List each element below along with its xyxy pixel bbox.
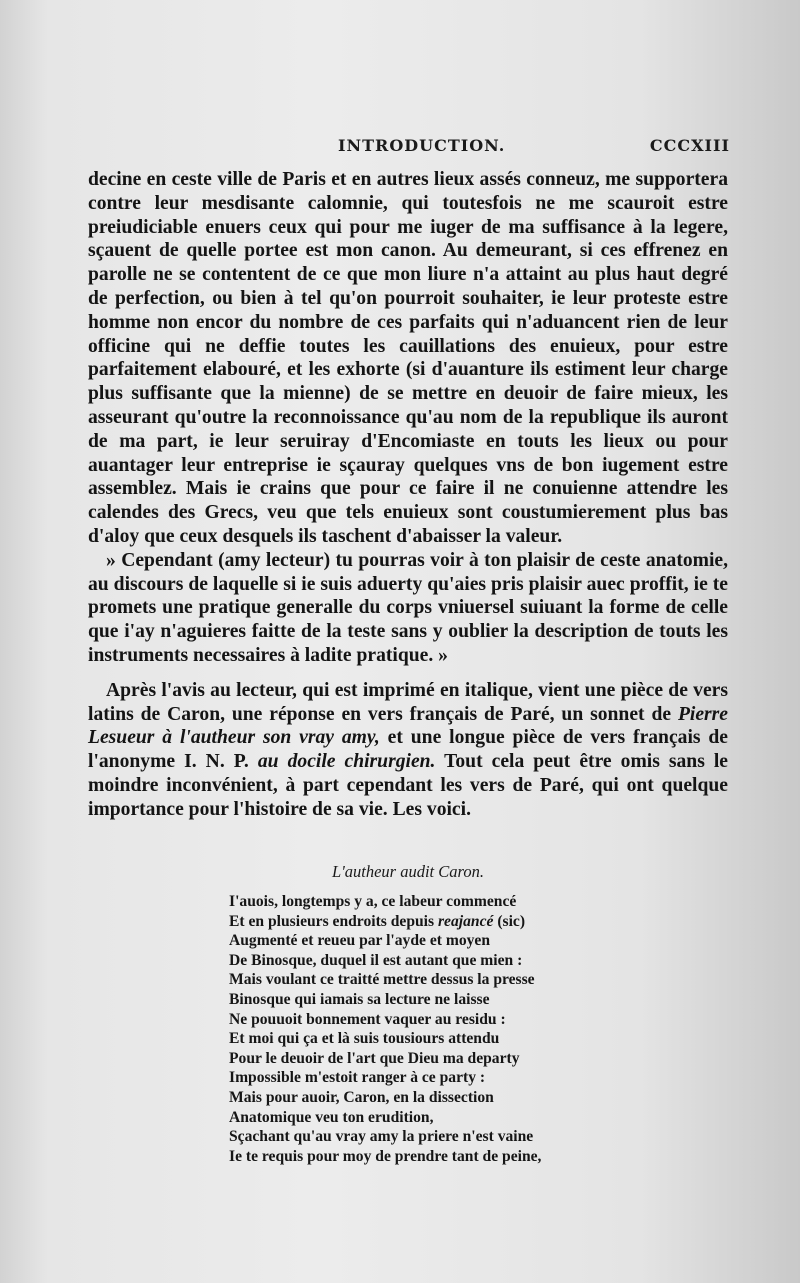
poem-line xyxy=(229,892,649,912)
quoted-paragraph xyxy=(88,168,728,549)
poem-line xyxy=(229,1049,649,1069)
poem-line-text: I'auois, longtemps y a, ce labeur commencé xyxy=(229,893,517,910)
main-paragraph-text-2: et une longue pièce de vers français de l'anonyme I. N. P. xyxy=(88,727,728,773)
quoted-paragraph-line: tement elabouré, et les exhorte (si d'auanture ils estiment leur charge plus xyxy=(88,359,728,405)
quoted-paragraph-closing-line: celle que i'ay n'aguieres faitte de la teste sans y oublier la description de touts xyxy=(88,597,728,643)
quoted-paragraph-line: preiudiciable enuers ceux qui pour me iuger de ma suffisance à la legere, xyxy=(88,216,728,238)
quoted-paragraph-line: sçauent de quelle portee est mon canon. Au demeurant, si ces effrenez en xyxy=(88,240,728,262)
poem-line-italic: reajancé xyxy=(437,912,494,930)
poem-line-text: Pour le deuoir de l'art que Dieu ma departy xyxy=(229,1049,520,1067)
poem-line-text: Mais pour auoir, Caron, en la dissection xyxy=(229,1088,494,1106)
quoted-paragraph-closing-line: au discours de laquelle si ie suis aduerty qu'aies pris plaisir auec proffit, ie xyxy=(88,573,713,595)
quoted-paragraph-line: parolle ne se contentent de ce que mon liure n'a attaint au plus haut degré de xyxy=(88,264,728,309)
quoted-paragraph-line: tera contre leur mesdisante calomnie, qui toutesfois ne me scauroit estre xyxy=(88,169,728,214)
main-paragraph xyxy=(88,679,728,822)
poem-line-text: Impossible m'estoit ranger à ce party : xyxy=(229,1069,486,1087)
quoted-paragraph-line: homme non encor du nombre de ces parfaits qui n'aduancent rien de leur xyxy=(88,311,728,333)
poem-line-text: Augmenté et reueu par l'ayde et moyen xyxy=(229,932,491,950)
quoted-paragraph-line: desquels ils taschent d'abaisser la valeur. xyxy=(222,525,563,547)
quoted-paragraph-line: Grecs, veu que tels enuieux sont coustumierement plus bas d'aloy que ceux xyxy=(88,502,729,547)
poem-line-text: Mais voulant ce traitté mettre dessus la presse xyxy=(229,971,535,989)
quoted-paragraph-line: decine en ceste ville de Paris et en autres lieux assés conneuz, me suppor xyxy=(88,169,695,190)
page-number: CCCXIII xyxy=(649,136,730,155)
quoted-paragraph-line: leur entreprise ie sçauray quelques vns de bon iugement estre assemblez. xyxy=(88,454,728,500)
quoted-paragraph-closing-line: te promets une pratique generalle du corps vniuersel suiuant la forme de xyxy=(88,573,728,619)
poem-line-text: Binosque qui iamais sa lecture ne laisse xyxy=(229,990,490,1008)
poem-line-text: Anatomique veu ton erudition, xyxy=(229,1108,434,1126)
body-text xyxy=(88,168,728,822)
poem-line xyxy=(229,912,649,932)
poem-line xyxy=(229,970,649,990)
poem-line xyxy=(229,1068,649,1088)
poem-line xyxy=(229,990,649,1010)
poem-line-text: De Binosque, duquel il est autant que mien : xyxy=(229,951,523,969)
poem xyxy=(229,892,649,1166)
quoted-paragraph-closing-line: » Cependant (amy lecteur) tu pourras voir à ton plaisir de ceste anatomie, xyxy=(106,549,728,571)
poem-line xyxy=(229,1010,649,1030)
poem-line xyxy=(229,1147,649,1167)
poem-line xyxy=(229,1108,649,1128)
quoted-paragraph-line: Mais ie crains que pour ce faire il ne conuienne attendre les calendes des xyxy=(88,478,728,524)
poem-title: L'autheur audit Caron. xyxy=(332,862,484,881)
quoted-paragraph-line: ma part, ie leur seruiray d'Encomiaste en touts les lieux ou pour auantager xyxy=(88,430,728,476)
poem-line xyxy=(229,1127,649,1147)
main-paragraph-italic-2: au docile chirurgien. xyxy=(257,751,436,773)
quoted-paragraph-closing-line: les instruments necessaires à ladite pratique. » xyxy=(88,621,728,666)
running-head xyxy=(88,136,730,162)
poem-line-text: Sçachant qu'au vray amy la priere n'est vaine xyxy=(229,1128,534,1146)
main-paragraph-italic-1: Pierre Lesueur à l'autheur son vray amy, xyxy=(88,703,728,749)
quoted-paragraph-line: rant qu'outre la reconnoissance qu'au nom de la republique ils auront de xyxy=(88,406,728,452)
poem-line xyxy=(229,1088,649,1108)
quoted-paragraph-line: officine qui ne deffie toutes les cauillations des enuieux, pour estre parfai xyxy=(88,335,728,381)
poem-line-text: Et moi qui ça et là suis tousiours attendu xyxy=(229,1030,500,1048)
poem-line xyxy=(229,931,649,951)
quoted-paragraph-line: perfection, ou bien à tel qu'on pourroit souhaiter, ie leur proteste estre xyxy=(115,287,728,309)
quoted-paragraph-closing xyxy=(88,549,728,668)
poem-line xyxy=(229,1029,649,1049)
poem-line-text: Ne pouuoit bonnement vaquer au residu : xyxy=(229,1010,506,1028)
poem-line-text: Ie te requis pour moy de prendre tant de peine, xyxy=(229,1147,542,1165)
poem-line-text: Et en plusieurs endroits depuis xyxy=(229,912,438,930)
running-title: INTRODUCTION. xyxy=(338,136,506,155)
main-paragraph-text-1: Après l'avis au lecteur, qui est imprimé en italique, vient une pièce de vers latins de Caron, une réponse en vers français de Paré, un sonnet de xyxy=(88,679,728,725)
poem-line xyxy=(229,951,649,971)
main-paragraph-text-3: Tout cela peut être omis sans le moindre inconvénient, à part cependant les vers de Paré, qui ont quelque importance pour l'histoire de sa vie. Les voici. xyxy=(88,751,728,820)
quoted-paragraph-line: suffisante que la mienne) de se mettre en deuoir de faire mieux, les asseu xyxy=(88,383,728,428)
poem-line-note: (sic) xyxy=(493,912,526,930)
